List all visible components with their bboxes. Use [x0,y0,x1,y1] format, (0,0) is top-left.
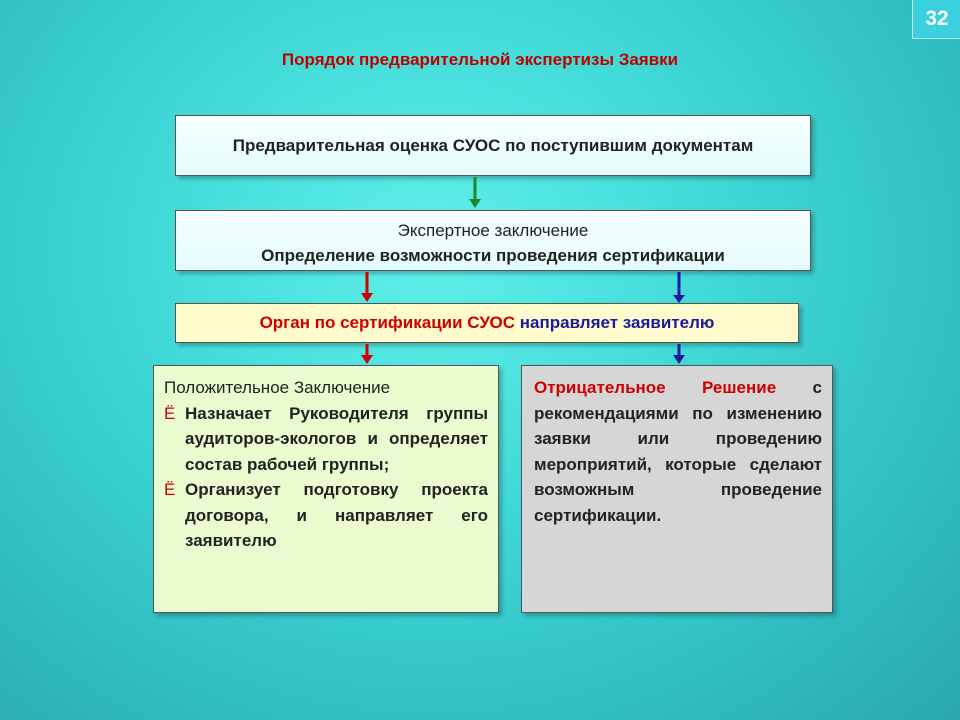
step-expert-subtitle: Определение возможности проведения сертификации [261,246,725,265]
positive-item-text: Назначает Руководителя группы аудиторов-экологов и определяет состав рабочей группы; [185,403,488,474]
bullet-marker: Ё [164,403,176,423]
bullet-marker: Ё [164,480,176,499]
arrow-red-down-icon [361,272,373,302]
positive-heading: Положительное Заключение [164,378,391,397]
arrow-green-down-icon [469,177,481,208]
slide-title: Порядок предварительной экспертизы Заявки [281,50,679,69]
arrow-red-down-icon [361,344,373,364]
slide-number: 32 [912,0,960,39]
positive-item-text: Организует подготовку проекта договора, и направляет его заявителю [185,480,488,550]
arrow-blue-down-icon [673,344,685,364]
arrow-blue-down-icon [673,272,685,303]
organ-name: Орган по сертификации СУОС [259,313,516,332]
step-preliminary-text: Предварительная оценка СУОС по поступившим документам [232,136,754,155]
organ-action: направляет заявителю [519,313,715,332]
negative-text: с рекомендациями по изменению заявки или проведению мероприятий, которые сделают возможным проведение сертификации. [534,378,822,525]
step-expert-title: Экспертное заключение [397,221,589,240]
negative-heading: Отрицательное Решение [534,378,777,397]
